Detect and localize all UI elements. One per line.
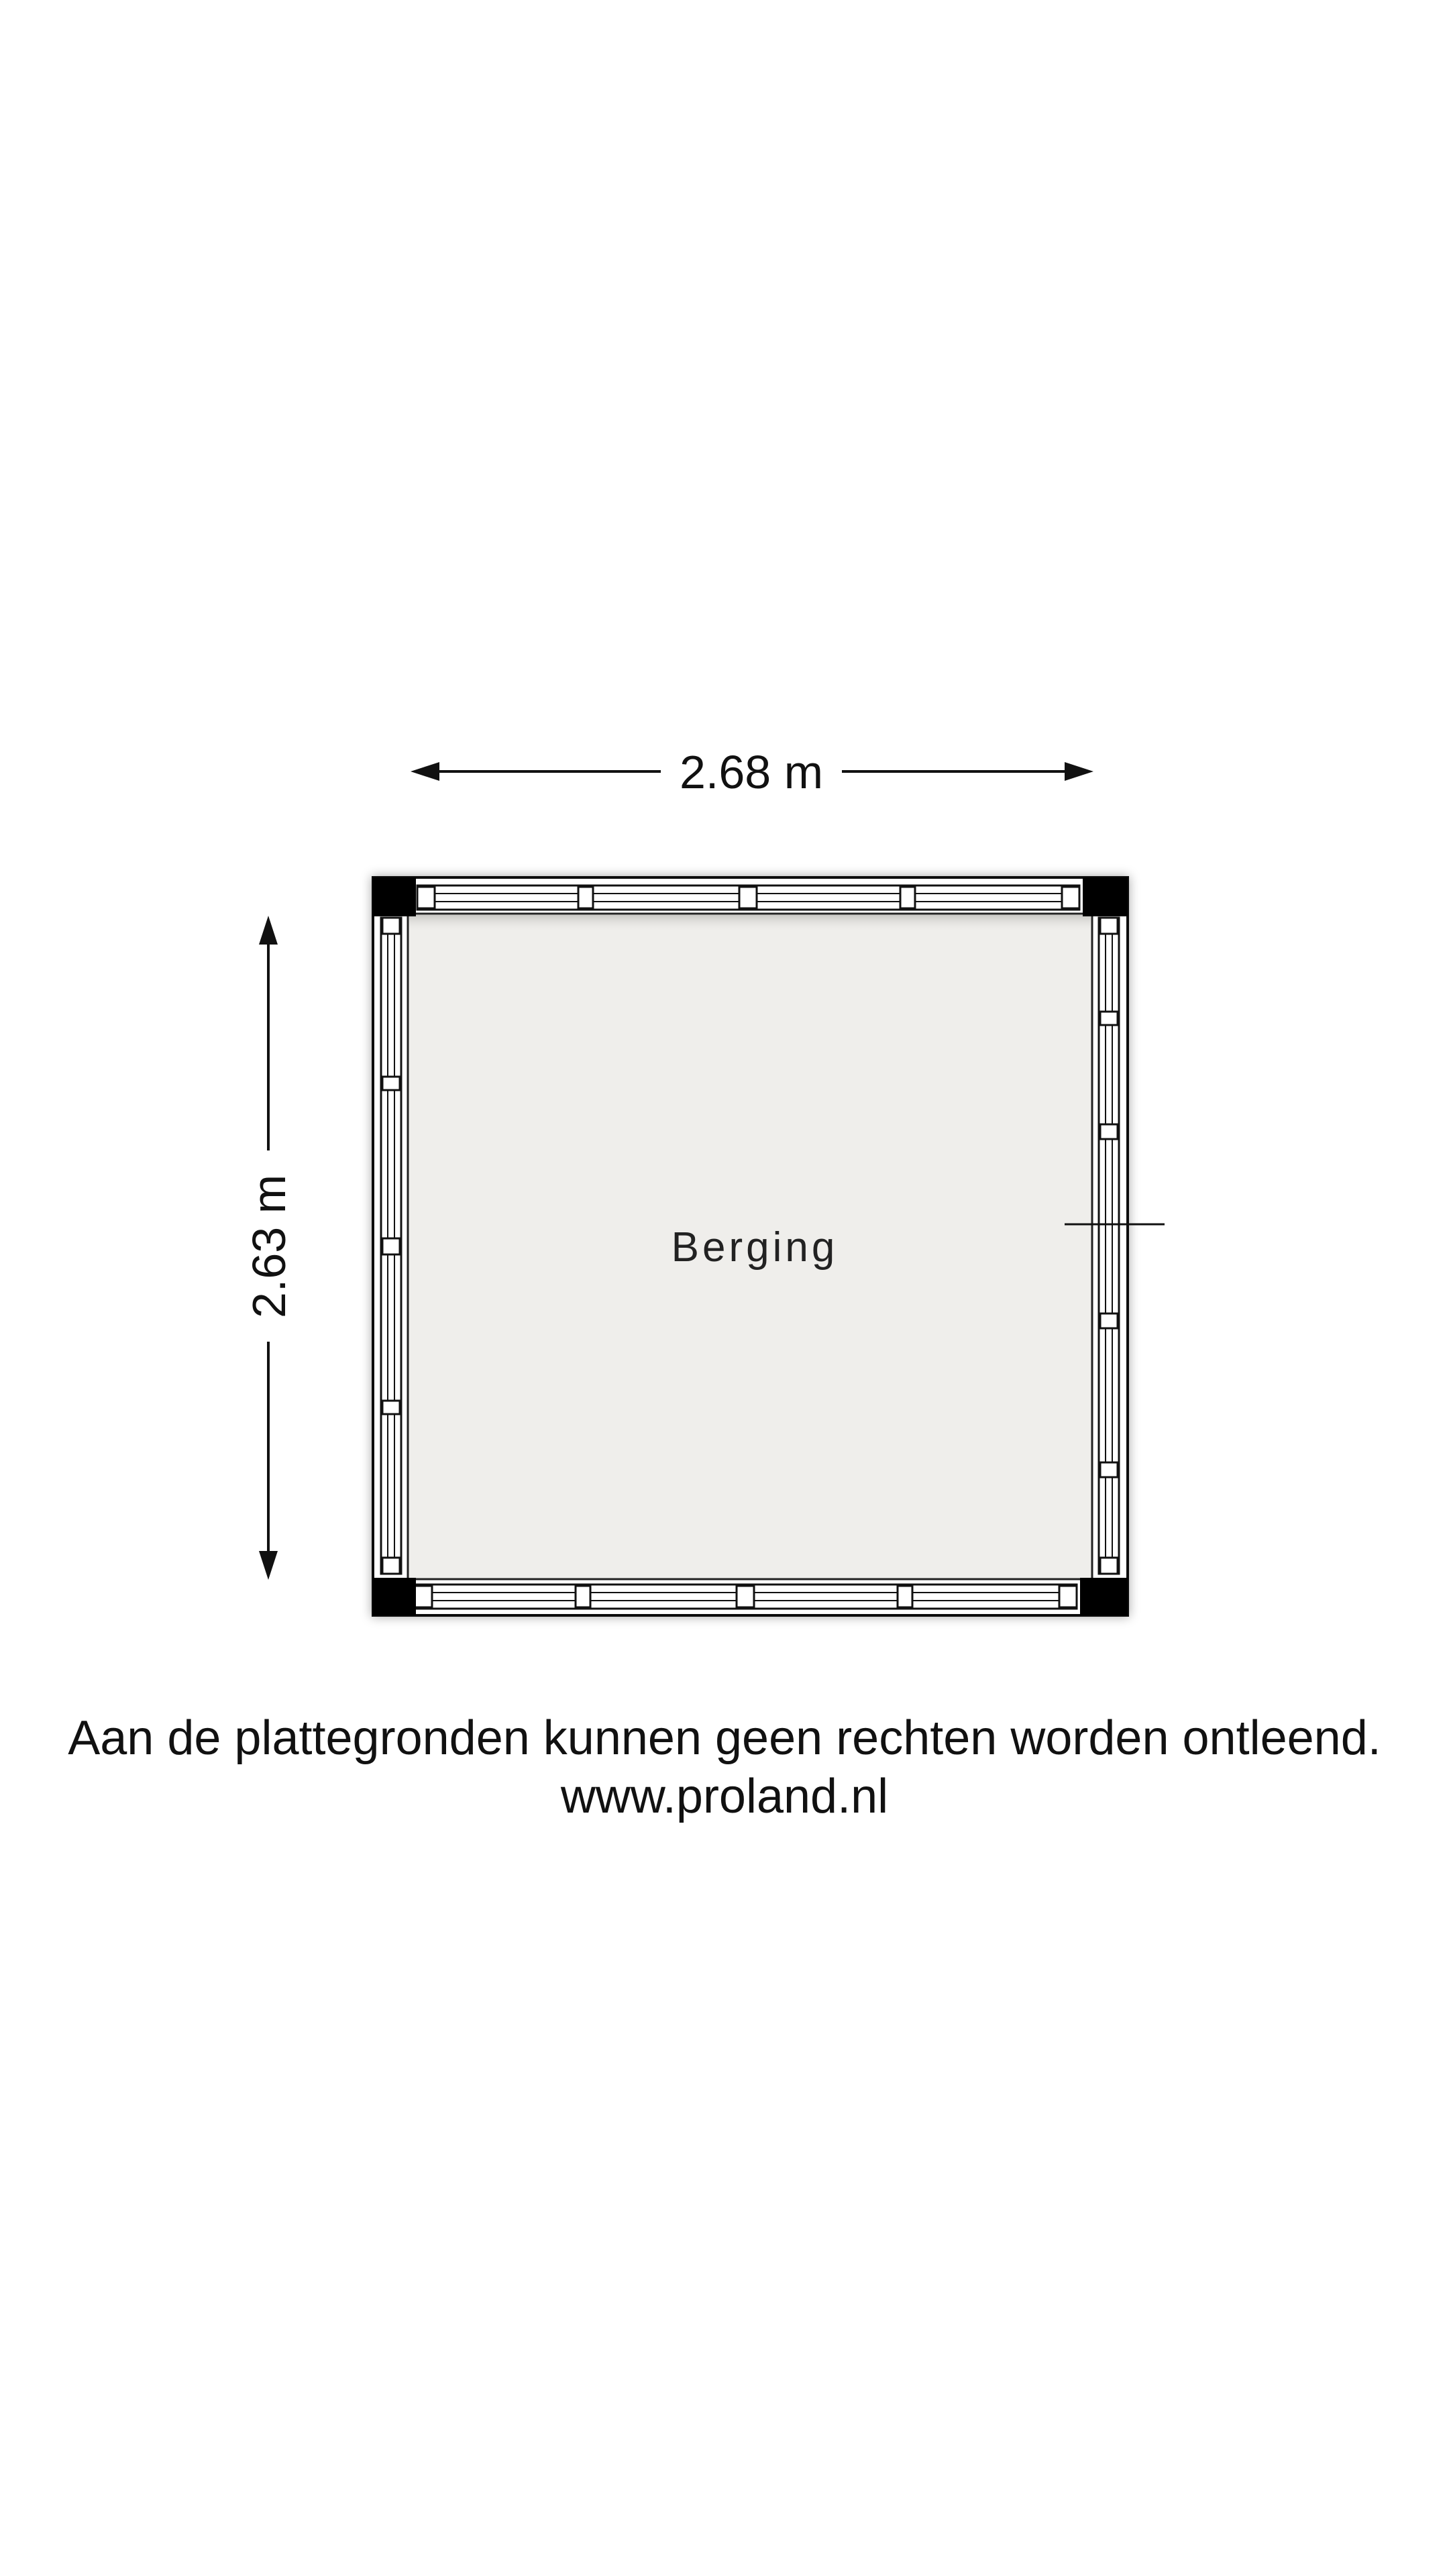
window-mullion <box>415 1586 432 1607</box>
arrow-right-icon <box>1065 762 1093 781</box>
window-mullion <box>576 1586 590 1607</box>
window-mullion <box>382 1077 400 1090</box>
window-mullion <box>1062 887 1079 908</box>
window-left <box>381 918 401 1574</box>
window-mullion <box>900 887 915 908</box>
window-right <box>1099 918 1119 1574</box>
window-mullion <box>1100 1012 1118 1025</box>
window-mullion <box>737 1586 754 1607</box>
corner-post-top-left <box>373 877 416 916</box>
window-mullion <box>382 1401 400 1414</box>
window-bottom <box>415 1585 1077 1609</box>
arrow-down-icon <box>259 1551 278 1580</box>
height-dimension <box>243 916 295 1580</box>
window-mullion <box>382 918 400 934</box>
window-mullion <box>1100 1124 1118 1139</box>
arrow-up-icon <box>259 916 278 945</box>
window-mullion <box>417 887 435 908</box>
window-mullion <box>898 1586 912 1607</box>
window-mullion <box>739 887 757 908</box>
width-dimension-label: 2.68 m <box>680 746 823 798</box>
website-link[interactable]: www.proland.nl <box>560 1770 889 1823</box>
window-mullion <box>382 1558 400 1574</box>
floor-inner-shadow <box>409 915 1091 932</box>
corner-post-bottom-left <box>373 1578 416 1615</box>
corner-post-bottom-right <box>1080 1578 1128 1615</box>
window-top <box>417 885 1079 910</box>
width-dimension <box>411 746 1093 798</box>
height-dimension-label: 2.63 m <box>243 1175 295 1318</box>
window-mullion <box>1100 1313 1118 1328</box>
room-label: Berging <box>671 1224 839 1271</box>
window-mullion <box>578 887 593 908</box>
window-mullion <box>382 1238 400 1254</box>
window-mullion <box>1059 1586 1077 1607</box>
disclaimer-text: Aan de plattegronden kunnen geen rechten worden ontleend. <box>68 1711 1381 1765</box>
room-berging <box>373 877 1165 1615</box>
arrow-left-icon <box>411 762 439 781</box>
window-mullion <box>1100 1462 1118 1477</box>
window-mullion <box>1100 918 1118 934</box>
corner-post-top-right <box>1083 877 1128 916</box>
window-mullion <box>1100 1558 1118 1574</box>
